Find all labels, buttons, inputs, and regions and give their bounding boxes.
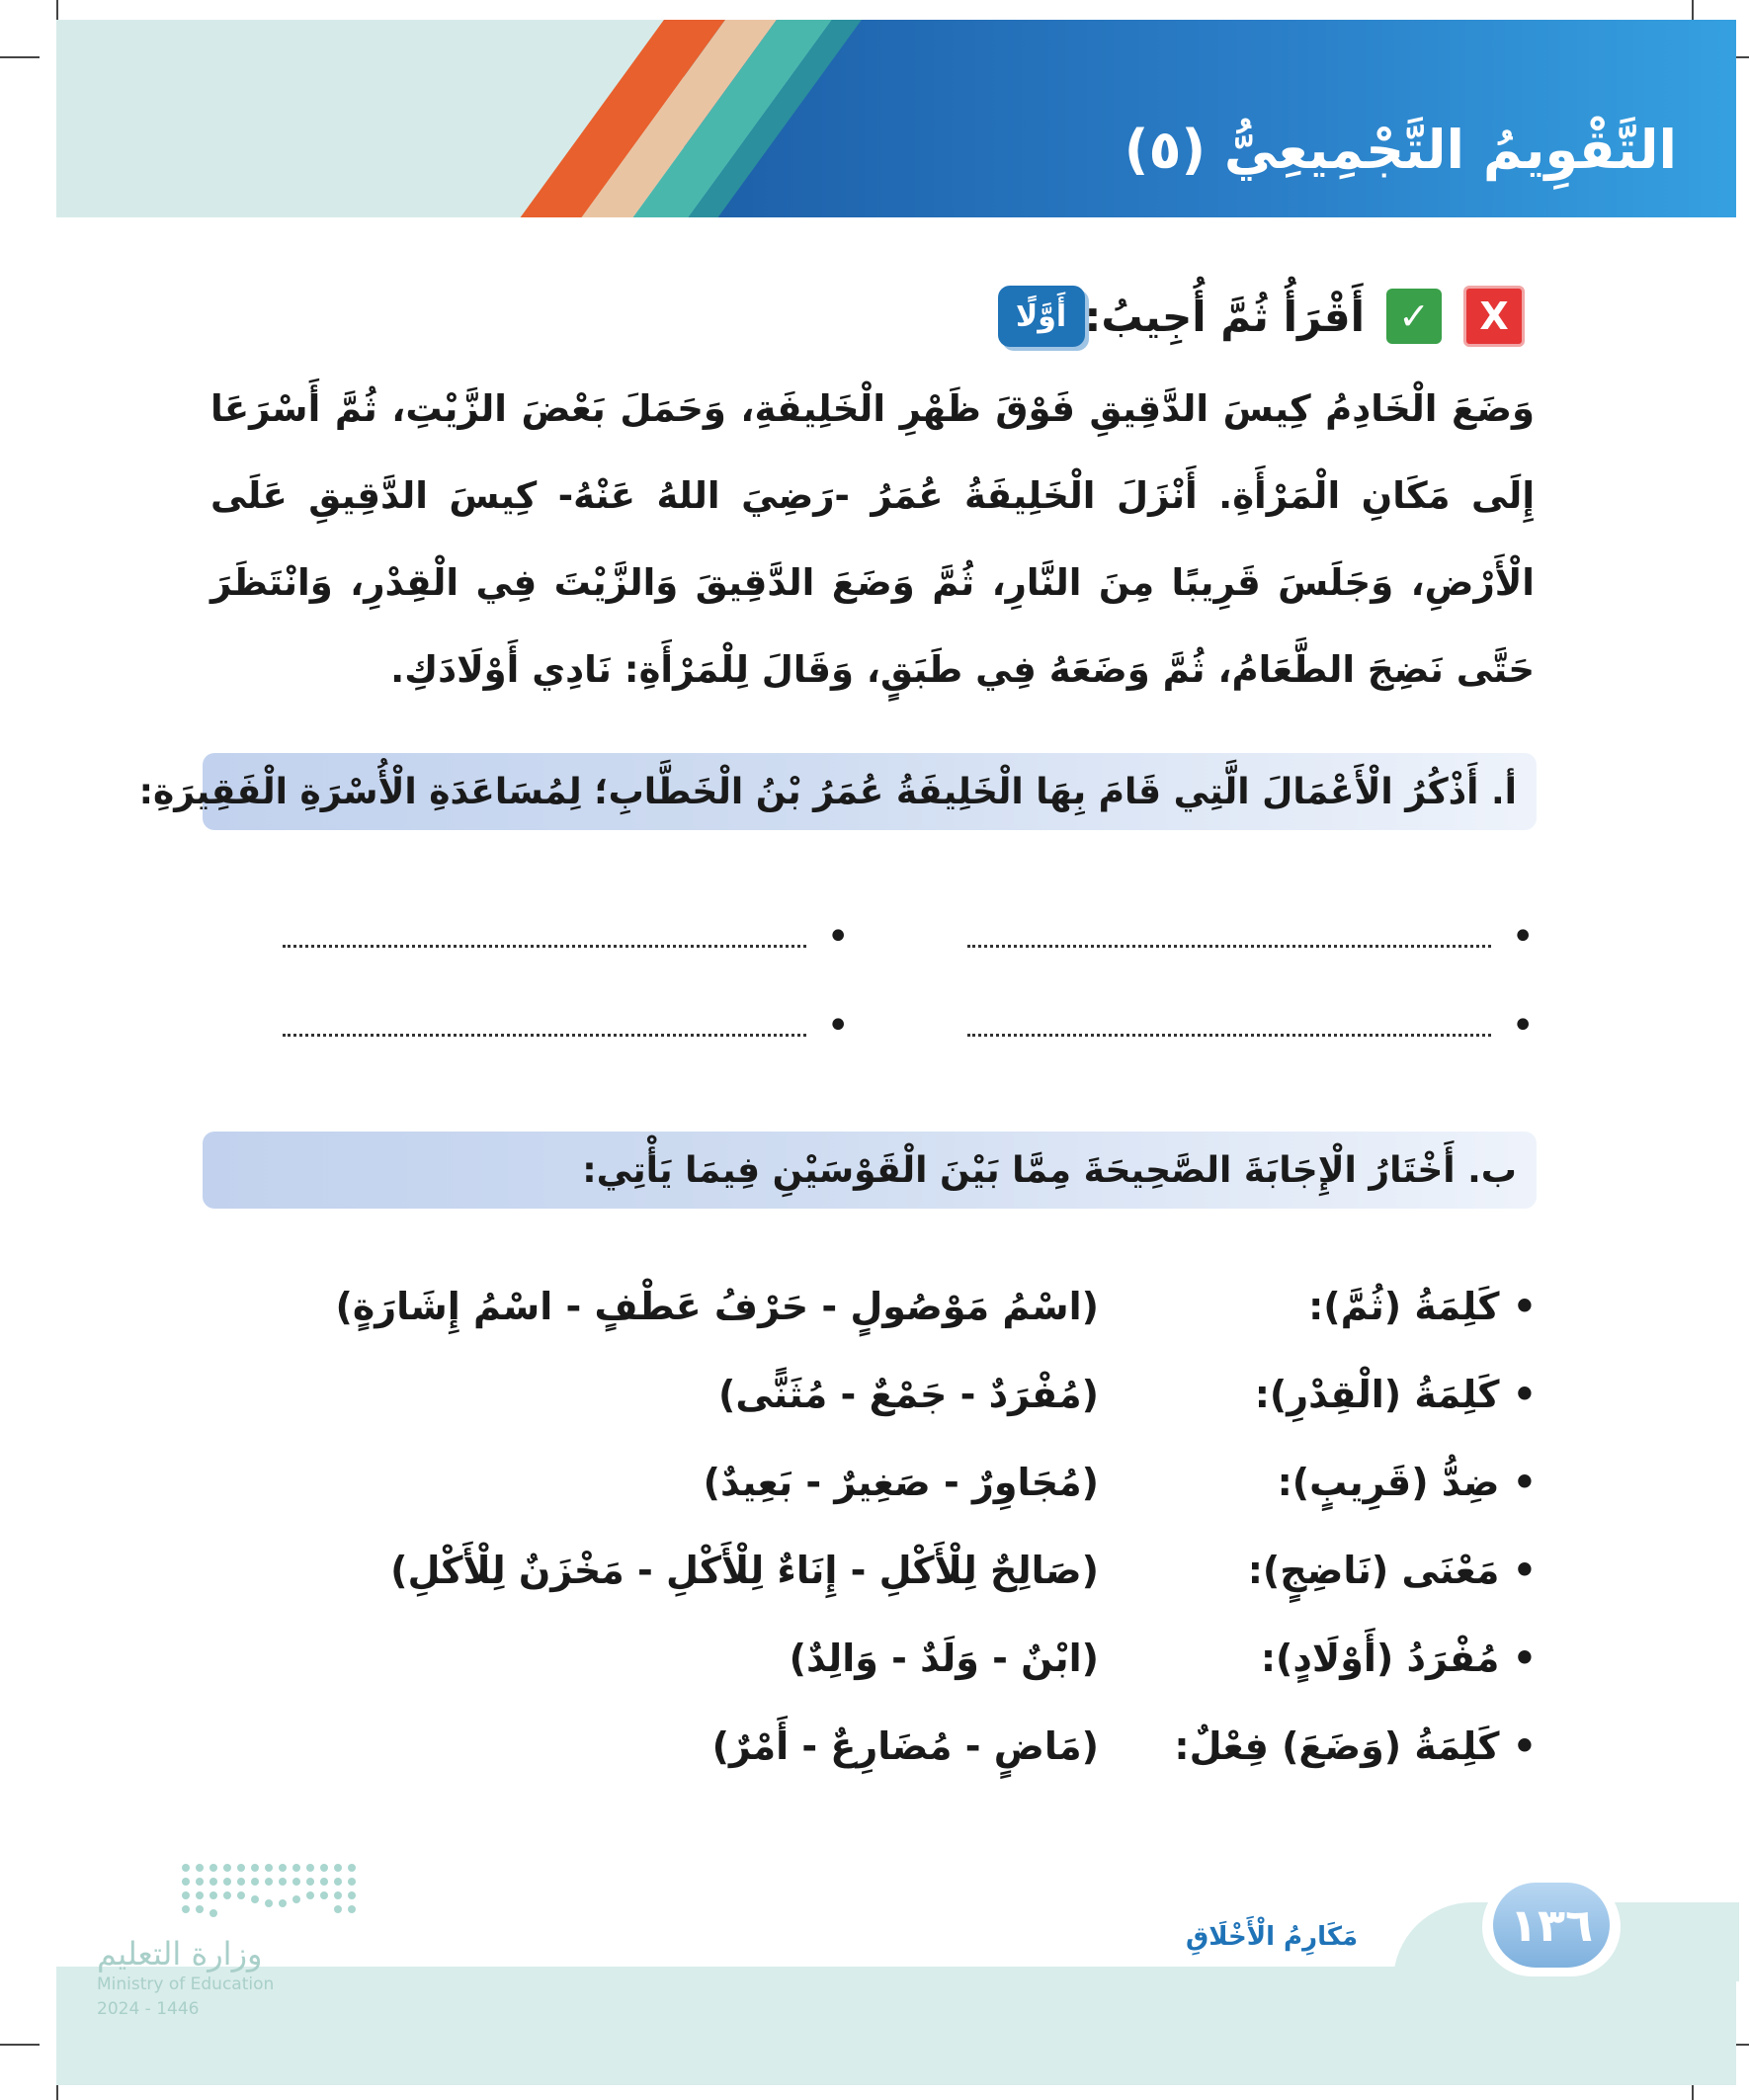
choice-row: [0, 1461, 1749, 1520]
ministry-name-ar: وزارة التعليم: [97, 1935, 263, 1973]
page-number-badge: [1482, 1873, 1621, 1976]
answer-line[interactable]: [967, 914, 1535, 960]
choice-term: • مُفْرَدُ (أَوْلَادٍ):: [1260, 1637, 1537, 1680]
question-a: أ. أَذْكُرُ الْأَعْمَالَ الَّتِي قَامَ بِهَا الْخَلِيفَةُ عُمَرُ بْنُ الْخَطَّابِ؛ لِمُسَاعَدَةِ الْأُسْرَةِ الْفَقِيرَةِ:: [203, 753, 1537, 830]
ministry-dots-icon: [176, 1858, 433, 1927]
dotted-line[interactable]: [967, 945, 1491, 948]
choice-term: • ضِدُّ (قَرِيبٍ):: [1277, 1461, 1537, 1504]
answer-line[interactable]: [967, 1003, 1535, 1049]
choice-term: • مَعْنَى (نَاضِجٍ):: [1247, 1549, 1537, 1592]
crop-mark: [0, 56, 40, 58]
answer-line[interactable]: [283, 1003, 850, 1049]
choice-row: [0, 1549, 1749, 1608]
choice-row: [0, 1285, 1749, 1344]
choice-term: • كَلِمَةُ (وَضَعَ) فِعْلٌ:: [1174, 1724, 1537, 1768]
choice-row: [0, 1373, 1749, 1432]
ministry-logo: [97, 1858, 354, 2019]
book-name: مَكَارِمُ الْأَخْلَاقِ: [1186, 1922, 1359, 1952]
section-title: أَقْرَأُ ثُمَّ أُجِيبُ:: [1084, 292, 1365, 341]
cross-icon: X: [1463, 286, 1525, 347]
dotted-line[interactable]: [967, 1034, 1491, 1037]
choice-options[interactable]: (اسْمُ مَوْصُولٍ - حَرْفُ عَطْفٍ - اسْمُ إِشَارَةٍ): [335, 1285, 1099, 1328]
bullet: •: [1511, 914, 1535, 960]
choice-options[interactable]: (ابْنٌ - وَلَدٌ - وَالِدٌ): [789, 1637, 1099, 1680]
reading-passage: وَضَعَ الْخَادِمُ كِيسَ الدَّقِيقِ فَوْقَ ظَهْرِ الْخَلِيفَةِ، وَحَمَلَ بَعْضَ الزَّيْتِ، ثُمَّ أَسْرَعَا إِلَى مَكَانِ الْمَرْأَةِ. أَنْزَلَ الْخَلِيفَةُ عُمَرُ -رَضِيَ اللهُ عَنْهُ- كِيسَ الدَّقِيقِ عَلَى الْأَرْضِ، وَجَلَسَ قَرِيبًا مِنَ النَّارِ، ثُمَّ وَضَعَ الدَّقِيقَ وَالزَّيْتَ فِي الْقِدْرِ، وَانْتَظَرَ حَتَّى نَضِجَ الطَّعَامُ، ثُمَّ وَضَعَهُ فِي طَبَقٍ، وَقَالَ لِلْمَرْأَةِ: نَادِي أَوْلَادَكِ.: [210, 387, 1535, 691]
choice-options[interactable]: (مُفْرَدٌ - جَمْعٌ - مُثَنًّى): [717, 1373, 1099, 1416]
choice-row: [0, 1637, 1749, 1696]
choice-options[interactable]: (مَاضٍ - مُضَارِعٌ - أَمْرٌ): [711, 1724, 1099, 1768]
dotted-line[interactable]: [283, 1034, 806, 1037]
choice-term: • كَلِمَةُ (ثُمَّ):: [1308, 1285, 1537, 1328]
page-number: ١٣٦: [1493, 1883, 1610, 1968]
choice-options[interactable]: (مُجَاوِرٌ - صَغِيرٌ - بَعِيدٌ): [703, 1461, 1099, 1504]
page-title: التَّقْوِيمُ التَّجْمِيعِيُّ (٥): [1124, 119, 1677, 181]
header-banner: [56, 20, 1736, 217]
ministry-name-en: Ministry of Education: [97, 1974, 275, 1994]
choice-row: [0, 1724, 1749, 1784]
bullet: •: [1511, 1003, 1535, 1049]
choice-options[interactable]: (صَالِحٌ لِلْأَكْلِ - إِنَاءٌ لِلْأَكْلِ - مَخْزَنٌ لِلْأَكْلِ): [390, 1549, 1099, 1592]
section-badge: أَوَّلًا: [998, 286, 1085, 347]
bullet: •: [826, 914, 850, 960]
bullet: •: [826, 1003, 850, 1049]
check-icon: ✓: [1386, 289, 1442, 344]
section-header: [998, 282, 1529, 351]
choice-term: • كَلِمَةُ (الْقِدْرِ):: [1254, 1373, 1537, 1416]
ministry-year: 2024 - 1446: [97, 1999, 200, 2019]
answer-line[interactable]: [283, 914, 850, 960]
crop-mark: [0, 2044, 40, 2046]
dotted-line[interactable]: [283, 945, 806, 948]
question-b: ب. أَخْتَارُ الْإِجَابَةَ الصَّحِيحَةَ مِمَّا بَيْنَ الْقَوْسَيْنِ فِيمَا يَأْتِي:: [203, 1132, 1537, 1209]
